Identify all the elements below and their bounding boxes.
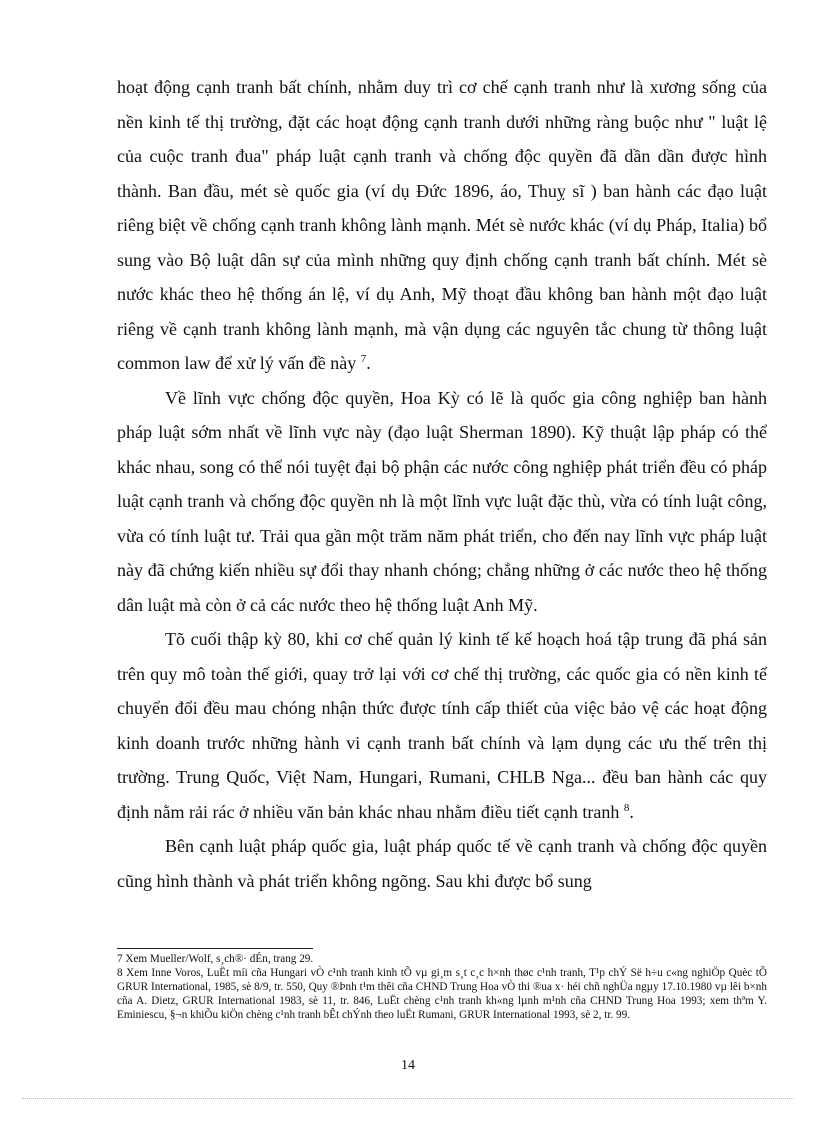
footnote-separator: [117, 948, 313, 949]
paragraph-1: [117, 70, 767, 381]
paragraph-4: [117, 829, 767, 898]
footnote-ref-8: 8: [623, 801, 630, 814]
footnotes: [117, 952, 767, 1022]
paragraph-tail: .: [366, 353, 371, 373]
footnote-8: 8 Xem Inne Voros, LuËt míi cña Hungari vÒ c¹nh tranh kinh tÕ vµ gi¸m s¸t c¸c h×nh thøc c¹nh tranh, T¹p chÝ Së h÷u c«ng nghiÖp Quèc tÕ GRUR International, 1985, sè 8/9, tr. 550, Quy ®Þnh t¹m thêi cña CHND Trung Hoa vÒ thi ®ua x· héi chñ nghÜa ngµy 17.10.1980 vµ lêi b×nh cña A. Dietz, GRUR International 1983, sè 11, tr. 846, LuËt chèng c¹nh tranh kh«ng lµnh m¹nh cña CHND Trung Hoa 1993; xem thªm Y. Eminiescu, §¬n khiÕu kiÖn chèng c¹nh tranh bÊt chÝnh theo luËt Rumani, GRUR International 1993, sè 2, tr. 99.: [117, 967, 767, 1021]
page-bottom-border: [22, 1098, 794, 1099]
paragraph-tail: .: [629, 801, 634, 822]
paragraph-3: [117, 622, 767, 829]
footnote-ref-7: 7: [360, 353, 367, 365]
page-number: 14: [401, 1058, 415, 1073]
paragraph-text: Tõ cuối thập kỳ 80, khi cơ chế quản lý kinh tế kế hoạch hoá tập trung đã phá sản trên quy mô toàn thế giới, quay trở lại với cơ chế thị trường, các quốc gia có nền kinh tế chuyển đổi đều mau chóng nhận thức được tính cấp thiết của việc bảo vệ các hoạt động kinh doanh trước những hành vi cạnh tranh bất chính và lạm dụng các ưu thế trên thị trường. Trung Quốc, Việt Nam, Hungari, Rumani, CHLB Nga... đều ban hành các quy định nằm rải rác ở nhiều văn bản khác nhau nhằm điều tiết cạnh tranh: [117, 629, 767, 822]
body-text: [117, 70, 767, 898]
paragraph-2: [117, 381, 767, 623]
footnote-7: 7 Xem Mueller/Wolf, s¸ch®· dÉn, trang 29.: [117, 953, 314, 965]
paragraph-text: Bên cạnh luật pháp quốc gia, luật pháp quốc tế về cạnh tranh và chống độc quyền cũng hình thành và phát triển không ngõng. Sau khi được bổ sung: [117, 836, 767, 891]
paragraph-text: Về lĩnh vực chống độc quyền, Hoa Kỳ có lẽ là quốc gia công nghiệp ban hành pháp luật sớm nhất về lĩnh vực này (đạo luật Sherman 1890). Kỹ thuật lập pháp có thể khác nhau, song có thể nói tuyệt đại bộ phận các nước công nghiệp phát triển đều có pháp luật cạnh tranh và chống độc quyền nh là một lĩnh vực luật đặc thù, vừa có tính luật công, vừa có tính luật tư. Trải qua gần một trăm năm phát triển, cho đến nay lĩnh vực pháp luật này đã chứng kiến nhiều sự đổi thay nhanh chóng; chẳng những ở các nước theo hệ thống dân luật mà còn ở cả các nước theo hệ thống luật Anh Mỹ.: [117, 387, 767, 615]
paragraph-text: hoạt động cạnh tranh bất chính, nhằm duy trì cơ chế cạnh tranh như là xương sống của nền kinh tế thị trường, đặt các hoạt động cạnh tranh dưới những ràng buộc như " luật lệ của cuộc tranh đua" pháp luật cạnh tranh và chống độc quyền đã dần dần được hình thành. Ban đầu, mét sè quốc gia (ví dụ Đức 1896, áo, Thuỵ sĩ ) ban hành các đạo luật riêng biệt về chống cạnh tranh không lành mạnh. Mét sè nước khác (ví dụ Pháp, Italia) bổ sung vào Bộ luật dân sự của mình những quy định chống cạnh tranh bất chính. Mét sè nước khác theo hệ thống án lệ, ví dụ Anh, Mỹ thoạt đầu không ban hành một đạo luật riêng về cạnh tranh không lành mạnh, mà vận dụng các nguyên tắc chung từ thông luật common law để xử lý vấn đề này: [117, 77, 767, 373]
